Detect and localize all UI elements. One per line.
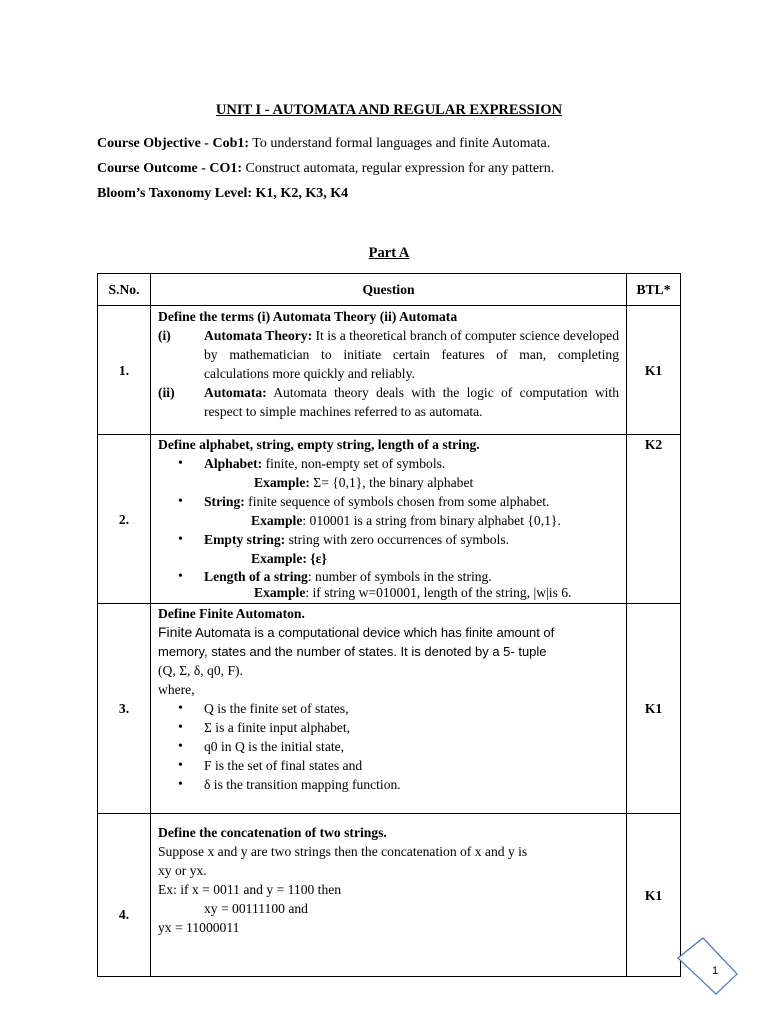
q1-part-ii [158,383,619,421]
q3-tuple: (Q, Σ, δ, q0, F). [158,663,243,678]
q2-alphabet-ex-text: Σ= {0,1}, the binary alphabet [309,475,474,490]
q1-btl: K1 [627,306,681,435]
table-row [98,435,681,604]
q4-line3: Ex: if x = 0011 and y = 1100 then [158,882,342,897]
q3-btl: K1 [627,604,681,814]
q1-i-text: It is a theoretical branch of computer science developed by mathematician to initiate certain features of man, completing calculations more quickly and reliably. [204,328,619,381]
part-a-title: Part A [368,245,410,261]
q2-empty-ex-text: {ε} [306,551,327,566]
course-objective-label: Course Objective - Cob1: [97,136,250,151]
q2-length-ex-text: : if string w=010001, length of the string, |w|is 6. [305,585,572,600]
table-header-row [98,274,681,306]
q1-ii-text: Automata theory deals with the logic of computation with respect to simple machines referred to as automata. [204,385,619,419]
list-item [158,568,619,585]
q2-length-text: : number of symbols in the string. [307,569,492,584]
unit-title: UNIT I - AUTOMATA AND REGULAR EXPRESSION [215,102,563,118]
q2-string-ex-text: : 010001 is a string from binary alphabet {0,1}. [302,513,561,528]
list-item: • δ is the transition mapping function. [158,775,619,794]
q3-heading: Define Finite Automaton. [158,606,305,621]
q4-cell [151,814,627,977]
q4-heading: Define the concatenation of two strings. [158,825,387,840]
list-item [158,454,619,473]
q2-list-4 [158,568,619,585]
header-btl: BTL* [627,274,681,306]
list-item [158,492,619,511]
q2-empty-ex-label: Example: [251,551,307,566]
q2-length-term: Length of a string [204,569,308,584]
course-objective [97,136,550,152]
q3-sno: 3. [98,604,151,814]
q3-intro-word: Finite [158,624,193,640]
course-objective-text: To understand formal languages and finite Automata. [249,136,551,151]
course-outcome [97,161,554,177]
q4-line1: Suppose x and y are two strings then the concatenation of x and y is [158,844,528,859]
q4-line4: xy = 00111100 and [204,901,308,916]
q1-heading: Define the terms (i) Automata Theory (ii) Automata [158,309,458,324]
list-item: • Q is the finite set of states, [158,699,619,718]
q2-string-text: finite sequence of symbols chosen from some alphabet. [244,494,550,509]
q1-sno: 1. [98,306,151,435]
q2-string-term: String: [204,494,245,509]
table-row [98,814,681,977]
q2-alphabet-example [158,473,619,492]
table-row [98,306,681,435]
q3-intro-rest: Automata is a computational device which has finite amount of [192,625,555,640]
question-table [97,273,681,977]
q1-ii-label: (ii) [158,385,175,400]
q3-intro [158,623,619,642]
q2-btl: K2 [627,435,681,604]
q2-list-2 [158,492,619,511]
list-item: • q0 in Q is the initial state, [158,737,619,756]
table-row [98,604,681,814]
q2-list-3 [158,530,619,549]
q2-length-ex-label: Example [254,585,306,600]
q1-i-term: Automata Theory: [204,328,313,343]
q4-btl: K1 [627,814,681,977]
q1-ii-term: Automata: [204,385,267,400]
q4-sno: 4. [98,814,151,977]
q4-line2: xy or yx. [158,863,207,878]
q2-sno: 2. [98,435,151,604]
q2-heading: Define alphabet, string, empty string, length of a string. [158,437,480,452]
q1-i-label: (i) [158,328,171,343]
q1-part-i [158,326,619,383]
q2-cell [151,435,627,604]
q3-line2: memory, states and the number of states. It is denoted by a 5- tuple [158,644,547,659]
q2-empty-term: Empty string: [204,532,286,547]
q4-line5: yx = 11000011 [158,920,240,935]
q3-list [158,699,619,794]
list-item: • F is the set of final states and [158,756,619,775]
taxonomy-level: Bloom’s Taxonomy Level: K1, K2, K3, K4 [97,186,349,201]
list-item: • Σ is a finite input alphabet, [158,718,619,737]
course-outcome-text: Construct automata, regular expression for any pattern. [242,161,555,176]
q3-where: where, [158,682,195,697]
q3-cell [151,604,627,814]
q2-string-example [158,511,619,530]
q2-alphabet-text: finite, non-empty set of symbols. [262,456,446,471]
q2-length-example [158,585,619,601]
q2-alphabet-term: Alphabet: [204,456,263,471]
q2-list [158,454,619,473]
q2-string-ex-label: Example [251,513,303,528]
q2-alphabet-ex-label: Example: [254,475,310,490]
page-number: 1 [711,965,719,977]
header-sno: S.No. [98,274,151,306]
course-outcome-label: Course Outcome - CO1: [97,161,243,176]
q2-empty-text: string with zero occurrences of symbols. [285,532,510,547]
list-item [158,530,619,549]
header-question: Question [151,274,627,306]
q2-empty-example [158,549,619,568]
q1-cell [151,306,627,435]
